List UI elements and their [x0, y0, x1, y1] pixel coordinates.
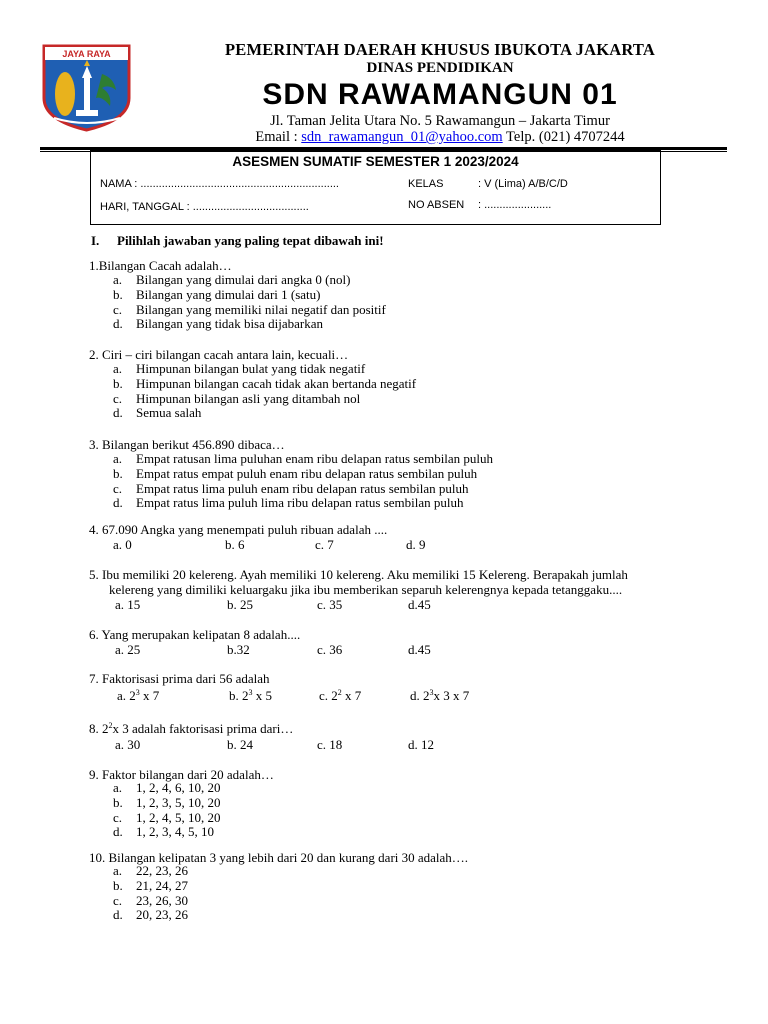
- option-d[interactable]: d. $2^3x$ 3 x 7: [410, 688, 470, 703]
- option-a[interactable]: a. 0: [113, 537, 132, 552]
- question-10: 10. Bilangan kelipatan 3 yang lebih dari 20 dan kurang dari 30 adalah….: [89, 850, 469, 865]
- option-d[interactable]: d. 20, 23, 26: [113, 907, 188, 923]
- option-b[interactable]: b. 6: [225, 537, 245, 552]
- option-c[interactable]: c. Himpunan bilangan asli yang ditambah nol: [113, 390, 361, 406]
- question-3: 3. Bilangan berikut 456.890 dibaca…: [89, 437, 285, 452]
- option-c[interactable]: c. $2^2$ x 7: [319, 688, 362, 703]
- section-number: I.: [91, 233, 100, 248]
- option-b[interactable]: b. Bilangan yang dimulai dari 1 (satu): [113, 286, 321, 302]
- no-absen-value: : ......................: [478, 199, 552, 211]
- question-3-options: [113, 452, 493, 511]
- question-9: 9. Faktor bilangan dari 20 adalah…: [89, 767, 274, 782]
- option-c[interactable]: c. 7: [315, 537, 334, 552]
- option-c[interactable]: c. 35: [317, 597, 343, 612]
- option-b[interactable]: b. 24: [227, 737, 253, 752]
- option-a[interactable]: a. Himpunan bilangan bulat yang tidak negatif: [113, 361, 366, 376]
- header-department: DINAS PENDIDIKAN: [366, 60, 514, 76]
- question-6: 6. Yang merupakan kelipatan 8 adalah....: [89, 627, 301, 642]
- question-5-line-1: 5. Ibu memiliki 20 kelereng. Ayah memiliki 10 kelereng. Aku memiliki 15 Kelereng. Berapakah jumlah: [89, 567, 628, 582]
- hari-tanggal-field: HARI, TANGGAL : ......................................: [100, 201, 309, 213]
- question-1-options: [113, 273, 386, 332]
- option-d[interactable]: d. 12: [408, 737, 434, 752]
- option-a[interactable]: a. Empat ratusan lima puluhan enam ribu delapan ratus sembilan puluh: [113, 451, 494, 466]
- option-b[interactable]: b. 21, 24, 27: [113, 877, 188, 893]
- option-c[interactable]: c. 18: [317, 737, 343, 752]
- question-1: 1.Bilangan Cacah adalah…: [89, 258, 232, 273]
- question-9-options: [113, 781, 221, 840]
- option-b[interactable]: b. $2^3$ x 5: [229, 688, 272, 703]
- kelas-value: : V (Lima) A/B/C/D: [478, 178, 568, 190]
- phone-number: Telp. (021) 4707244: [502, 129, 625, 145]
- option-d[interactable]: d.45: [408, 597, 431, 612]
- exam-title: ASESMEN SUMATIF SEMESTER 1 2023/2024: [232, 154, 519, 169]
- option-a[interactable]: a. 30: [115, 737, 141, 752]
- email-label: Email :: [255, 129, 302, 145]
- jakarta-crest-logo: [40, 42, 133, 132]
- option-b[interactable]: b. 1, 2, 3, 5, 10, 20: [113, 794, 221, 810]
- question-2: 2. Ciri – ciri bilangan cacah antara lain, kecuali…: [89, 347, 349, 362]
- header-government-name: PEMERINTAH DAERAH KHUSUS IBUKOTA JAKARTA: [224, 40, 656, 59]
- school-contact: [140, 129, 740, 146]
- option-c[interactable]: c. 23, 26, 30: [113, 892, 188, 908]
- option-c[interactable]: c. Empat ratus lima puluh enam ribu delapan ratus sembilan puluh: [113, 480, 469, 496]
- question-5-line-2: kelereng yang dimiliki keluargaku jika ibu memberikan separuh kelerengnya kepada tetanggaku....: [109, 582, 623, 597]
- option-c[interactable]: c. 1, 2, 4, 5, 10, 20: [113, 809, 221, 825]
- school-name: SDN RAWAMANGUN 01: [262, 78, 618, 111]
- option-d[interactable]: d. Bilangan yang tidak bisa dijabarkan: [113, 316, 324, 332]
- school-address: Jl. Taman Jelita Utara No. 5 Rawamangun – Jakarta Timur: [270, 113, 610, 129]
- no-absen-label: NO ABSEN: [408, 199, 465, 211]
- section-title: Pilihlah jawaban yang paling tepat dibawah ini!: [117, 233, 384, 248]
- exam-info-box: [90, 150, 661, 225]
- option-d[interactable]: d.45: [408, 642, 431, 657]
- email-link[interactable]: sdn_rawamangun_01@yahoo.com: [301, 129, 503, 145]
- option-c[interactable]: c. Bilangan yang memiliki nilai negatif dan positif: [113, 301, 386, 317]
- option-a[interactable]: a. 22, 23, 26: [113, 863, 188, 878]
- option-d[interactable]: d. Empat ratus lima puluh lima ribu delapan ratus sembilan puluh: [113, 495, 464, 511]
- question-4: 4. 67.090 Angka yang menempati puluh ribuan adalah ....: [89, 522, 388, 537]
- option-a[interactable]: a. 25: [115, 642, 141, 657]
- question-2-options: [113, 362, 416, 421]
- option-a[interactable]: a. 15: [115, 597, 141, 612]
- option-b[interactable]: b. Himpunan bilangan cacah tidak akan bertanda negatif: [113, 375, 417, 391]
- section-heading: [91, 233, 384, 249]
- question-7: 7. Faktorisasi prima dari 56 adalah: [89, 671, 270, 686]
- question-5: [89, 567, 628, 597]
- option-d[interactable]: d. Semua salah: [113, 405, 202, 421]
- question-10-options: [113, 864, 188, 923]
- option-b[interactable]: b. 25: [227, 597, 253, 612]
- question-8: 8. $2^2x$ 3 adalah faktorisasi prima dari…: [89, 721, 294, 736]
- option-d[interactable]: d. 9: [406, 537, 426, 552]
- option-c[interactable]: c. 36: [317, 642, 343, 657]
- svg-text:JAYA RAYA: JAYA RAYA: [62, 49, 111, 59]
- option-a[interactable]: a. 1, 2, 4, 6, 10, 20: [113, 780, 221, 795]
- option-a[interactable]: a. $2^3$ x 7: [117, 688, 160, 703]
- option-a[interactable]: a. Bilangan yang dimulai dari angka 0 (nol): [113, 272, 351, 287]
- option-b[interactable]: b. Empat ratus empat puluh enam ribu delapan ratus sembilan puluh: [113, 465, 478, 481]
- option-b[interactable]: b.32: [227, 642, 250, 657]
- kelas-label: KELAS: [408, 178, 444, 190]
- nama-field: NAMA : .................................................................: [100, 178, 339, 190]
- option-d[interactable]: d. 1, 2, 3, 4, 5, 10: [113, 824, 214, 840]
